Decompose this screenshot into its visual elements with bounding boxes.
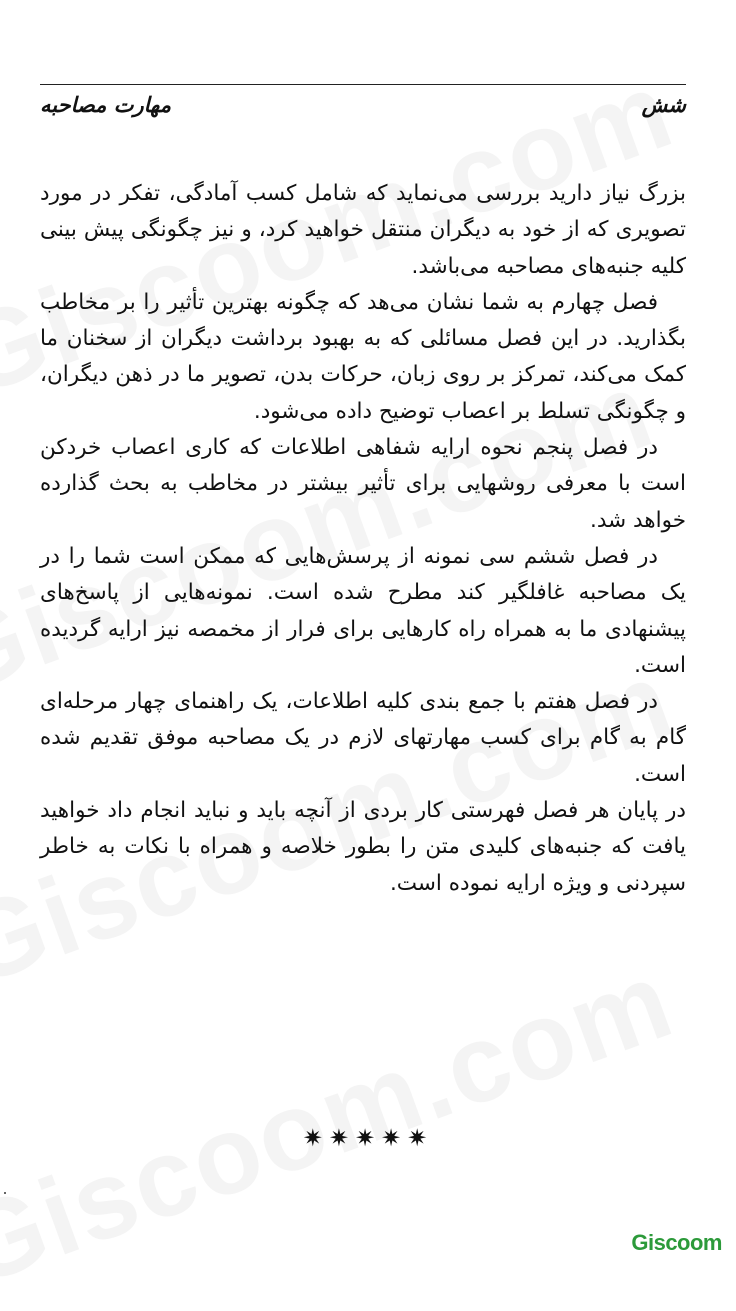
margin-dot <box>4 1192 6 1194</box>
section-ornament: ✷✷✷✷✷ <box>302 1124 434 1152</box>
paragraph: در فصل پنجم نحوه ارایه شفاهی اطلاعات که کاری اعصاب خردکن است با معرفی روشهایی برای تأثیر بیشتر در مخاطب به بحث گذارده خواهد شد. <box>40 435 686 533</box>
paragraph: در فصل ششم سی نمونه از پرسش‌هایی که ممکن است شما را در یک مصاحبه غافلگیر کند مطرح شده است. نمونه‌هایی از پاسخ‌های پیشنهادی ما به همراه راه کارهایی برای فرار از مخمصه نیز ارایه گردیده است. <box>40 543 686 678</box>
running-title: مهارت مصاحبه <box>40 93 171 117</box>
paragraph: در فصل هفتم با جمع بندی کلیه اطلاعات، یک راهنمای چهار مرحله‌ای گام به گام برای کسب مهارتهای لازم در یک مصاحبه موفق تقدیم شده است. <box>40 689 686 787</box>
paragraph: فصل چهارم به شما نشان می‌هد که چگونه بهترین تأثیر را بر مخاطب بگذارید. در این فصل مسائلی که به بهبود برداشت دیگران از سخنان ما کمک می‌کند، تمرکز بر روی زبان، حرکات بدن، تصویر ما در ذهن دیگران، و چگونگی تسلط بر اعصاب توضیح داده می‌شود. <box>40 289 686 424</box>
body-text <box>40 176 686 902</box>
page-number: شش <box>641 93 686 117</box>
paragraph: بزرگ نیاز دارید بررسی می‌نماید که شامل کسب آمادگی، تفکر در مورد تصویری که از خود به دیگران منتقل خواهید کرد، و نیز چگونگی پیش بینی کلیه جنبه‌های مصاحبه می‌باشد. <box>40 181 686 279</box>
brand-logo: Giscoom <box>631 1230 722 1255</box>
paragraph: در پایان هر فصل فهرستی کار بردی از آنچه باید و نباید انجام داد خواهید یافت که جنبه‌های کلیدی متن را بطور خلاصه و همراه با نکات به خاطر سپردنی و ویژه ارایه نموده است. <box>40 798 686 896</box>
page-header <box>40 84 686 125</box>
